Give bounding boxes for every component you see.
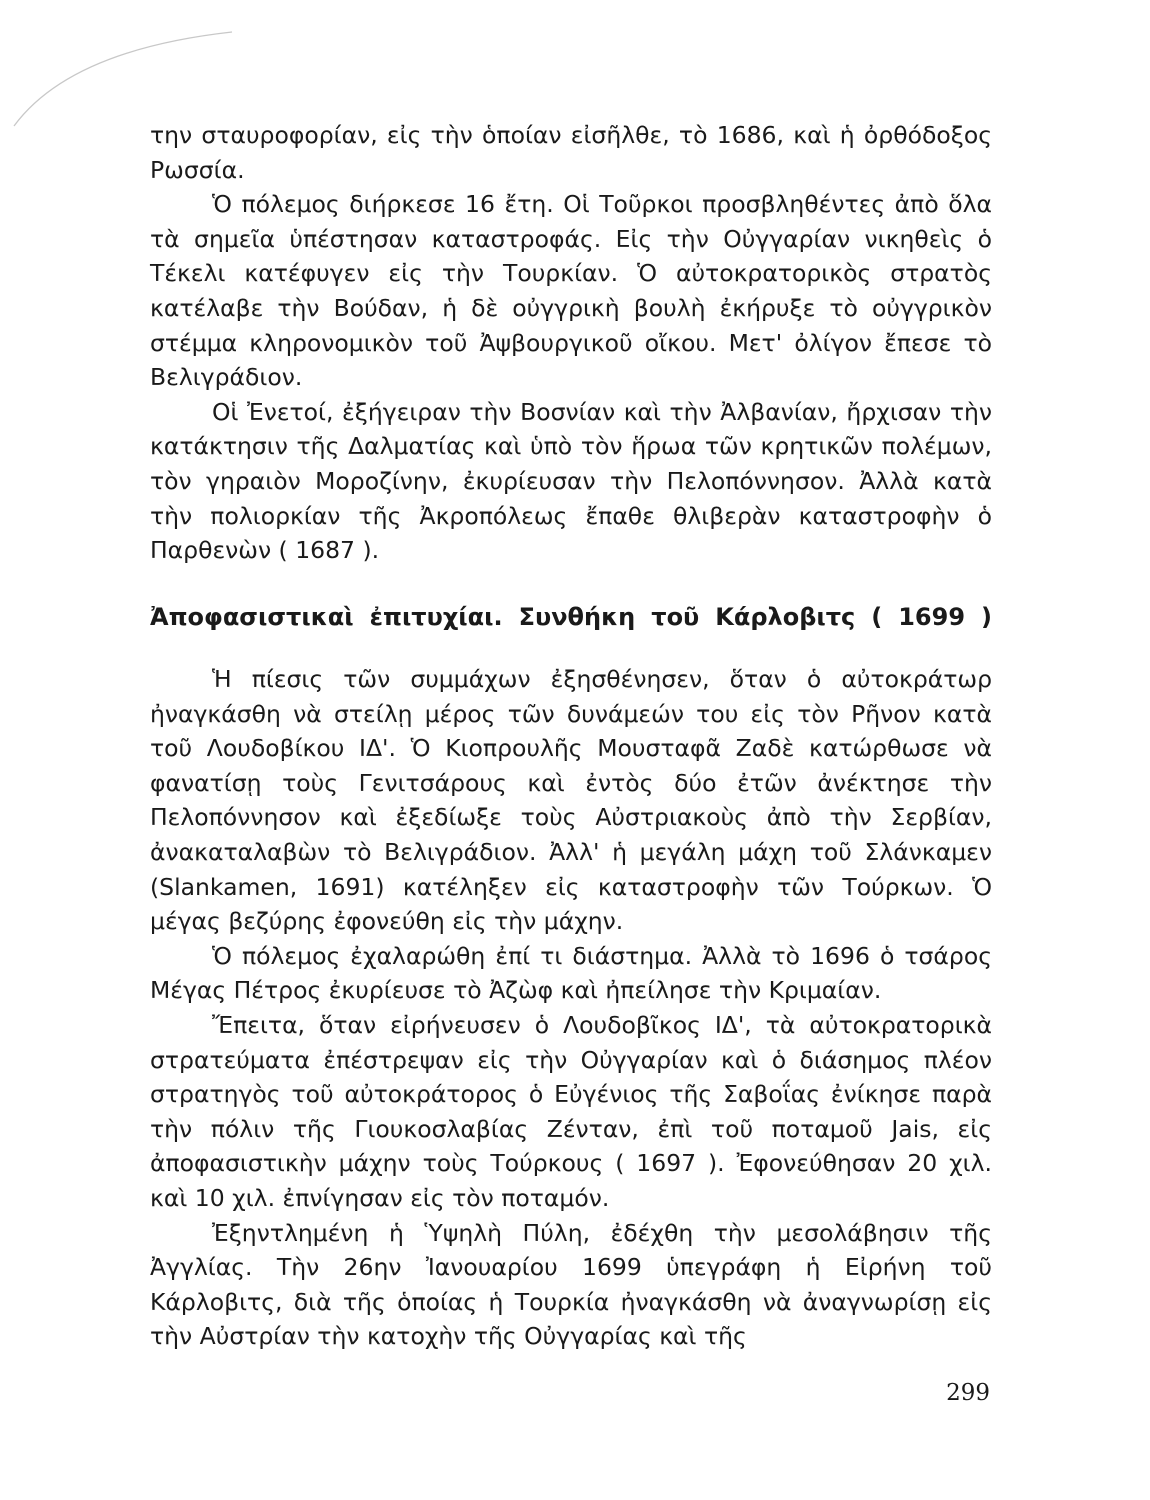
paragraph-3: Οἱ Ἐνετοί, ἐξήγειραν τὴν Βοσνίαν καὶ τὴν Ἀλβανίαν, ἤρχισαν τὴν κατάκτησιν τῆς Δαλματίας καὶ ὑπὸ τὸν ἥρωα τῶν κρητικῶν πολέμων, τὸν γηραιὸν Μοροζίνην, ἐκυρίευσαν τὴν Πελοπόννησον. Ἀλλὰ κατὰ τὴν πολιορκίαν τῆς Ἀκροπόλεως ἔπαθε θλιβερὰν καταστροφὴν ὁ Παρθενὼν ( 1687 ).: [150, 397, 992, 565]
paragraph-1: την σταυροφορίαν, εἰς τὴν ὁποίαν εἰσῆλθε, τὸ 1686, καὶ ἡ ὀρθόδοξος Ρωσσία.: [150, 121, 992, 184]
page-number: 299: [946, 1380, 990, 1406]
paragraph-5: Ὁ πόλεμος ἐχαλαρώθη ἐπί τι διάστημα. Ἀλλὰ τὸ 1696 ὁ τσάρος Μέγας Πέτρος ἐκυρίευσε τὸ Ἀζὼφ καὶ ἠπείλησε τὴν Κριμαίαν.: [150, 941, 992, 1005]
paragraph-6: Ἔπειτα, ὅταν εἰρήνευσεν ὁ Λουδοβῖκος ΙΔ', τὰ αὐτοκρατορικὰ στρατεύματα ἐπέστρεψαν εἰς τὴν Οὐγγαρίαν καὶ ὁ διάσημος πλέον στρατηγὸς τοῦ αὐτοκράτορος ὁ Εὐγένιος τῆς Σαβοΐας ἐνίκησε παρὰ τὴν πόλιν τῆς Γιουκοσλαβίας Ζένταν, ἐπὶ τοῦ ποταμοῦ Jais, εἰς ἀποφασιστικὴν μάχην τοὺς Τούρκους ( 1697 ). Ἐφονεύθησαν 20 χιλ. καὶ 10 χιλ. ἐπνίγησαν εἰς τὸν ποταμόν.: [150, 1010, 992, 1212]
paragraph-7: Ἐξηντλημένη ἡ Ὑψηλὴ Πύλη, ἐδέχθη τὴν μεσολάβησιν τῆς Ἀγγλίας. Τὴν 26ην Ἰανουαρίου 1699 ὑπεγράφη ἡ Εἰρήνη τοῦ Κάρλοβιτς, διὰ τῆς ὁποίας ἡ Τουρκία ἠναγκάσθη νὰ ἀναγνωρίσῃ εἰς τὴν Αὐστρίαν τὴν κατοχὴν τῆς Οὐγγαρίας καὶ τῆς: [150, 1218, 992, 1351]
paragraph-2: Ὁ πόλεμος διήρκεσε 16 ἔτη. Οἱ Τοῦρκοι προσβληθέντες ἀπὸ ὅλα τὰ σημεῖα ὑπέστησαν καταστροφάς. Εἰς τὴν Οὐγγαρίαν νικηθεὶς ὁ Τέκελι κατέφυγεν εἰς τὴν Τουρκίαν. Ὁ αὐτοκρατορικὸς στρατὸς κατέλαβε τὴν Βούδαν, ἡ δὲ οὐγγρικὴ βουλὴ ἐκήρυξε τὸ οὐγγρικὸν στέμμα κληρονομικὸν τοῦ Ἀψβουργικοῦ οἴκου. Μετ' ὀλίγον ἔπεσε τὸ Βελιγράδιον.: [150, 190, 992, 392]
paragraph-4: Ἡ πίεσις τῶν συμμάχων ἐξησθένησεν, ὅταν ὁ αὐτοκράτωρ ἠναγκάσθη νὰ στείλῃ μέρος τῶν δυνάμεών του εἰς τὸν Ρῆνον κατὰ τοῦ Λουδοβίκου ΙΔ'. Ὁ Κιοπρουλῆς Μουσταφᾶ Ζαδὲ κατώρθωσε νὰ φανατίσῃ τοὺς Γενιτσάρους καὶ ἐντὸς δύο ἐτῶν ἀνέκτησε τὴν Πελοπόννησον καὶ ἐξεδίωξε τοὺς Αὐστριακοὺς ἀπὸ τὴν Σερβίαν, ἀνακαταλαβὼν τὸ Βελιγράδιον. Ἀλλ' ἡ μεγάλη μάχη τοῦ Σλάνκαμεν (Slankamen, 1691) κατέληξεν εἰς καταστροφὴν τῶν Τούρκων. Ὁ μέγας βεζύρης ἐφονεύθη εἰς τὴν μάχην.: [150, 665, 992, 936]
section-heading: Ἀποφασιστικαὶ ἐπιτυχίαι. Συνθήκη τοῦ Κάρλοβιτς ( 1699 ): [150, 603, 992, 631]
body-text-bottom: [150, 662, 992, 1354]
body-text-top: [150, 118, 992, 568]
page-corner-line: [0, 0, 260, 130]
